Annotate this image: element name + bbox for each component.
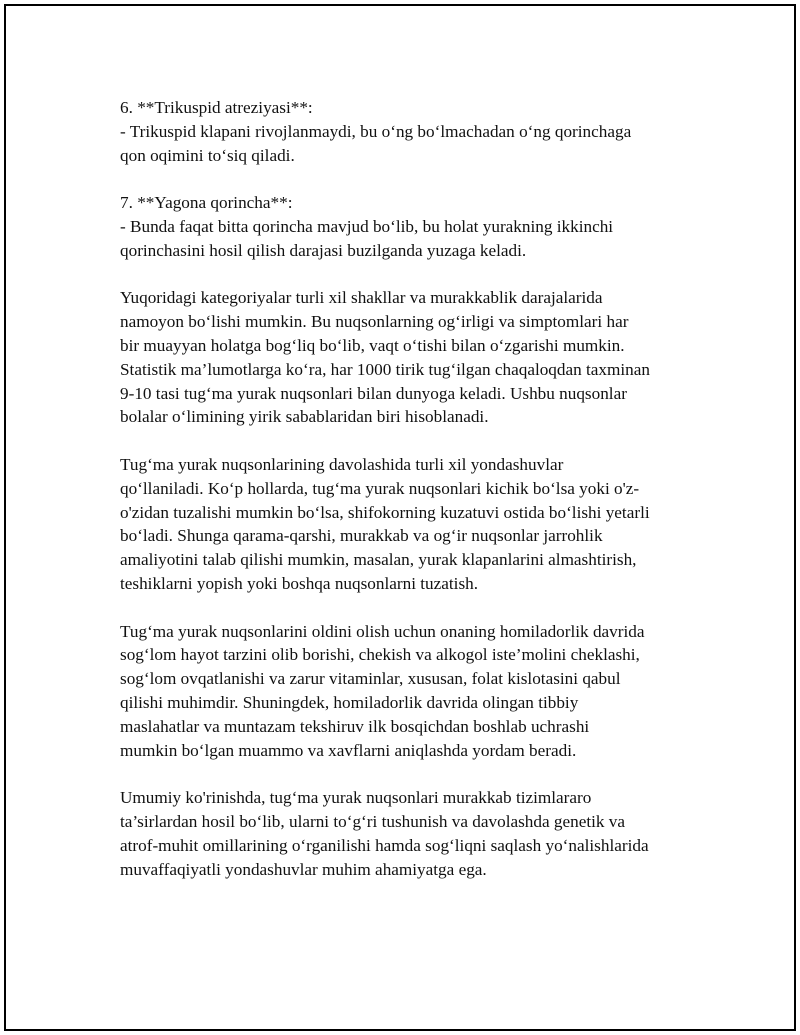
paragraph-line: Tug‘ma yurak nuqsonlarining davolashida turli xil yondashuvlar — [120, 454, 564, 474]
paragraph-line: sog‘lom hayot tarzini olib borishi, chekish va alkogol iste’molini cheklashi, — [120, 645, 640, 665]
document-body — [120, 96, 700, 905]
list-item-heading: 6. **Trikuspid atreziyasi**: — [120, 98, 313, 117]
paragraph-line: Umumiy ko'rinishda, tug‘ma yurak nuqsonlari murakkab tizimlararo — [120, 788, 592, 808]
paragraph-line: Tug‘ma yurak nuqsonlarini oldini olish uchun onaning homiladorlik davrida — [120, 621, 645, 641]
list-item-text-line: - Trikuspid klapani rivojlanmaydi, bu o‘ng bo‘lmachadan o‘ng qorinchaga — [120, 121, 632, 141]
paragraph-line: Statistik ma’lumotlarga ko‘ra, har 1000 tirik tug‘ilgan chaqaloqdan taxminan — [120, 359, 650, 379]
paragraph-line: ta’sirlardan hosil bo‘lib, ularni to‘g‘ri tushunish va davolashda genetik va — [120, 811, 626, 831]
paragraph-line: maslahatlar va muntazam tekshiruv ilk bosqichdan boshlab uchrashi — [120, 716, 590, 736]
paragraph-line: atrof-muhit omillarining o‘rganilishi hamda sog‘liqni saqlash yo‘nalishlarida — [120, 835, 649, 855]
paragraph-line: qo‘llaniladi. Ko‘p hollarda, tug‘ma yurak nuqsonlari kichik bo‘lsa yoki o'z- — [120, 478, 640, 498]
paragraph-line: bir muayyan holatga bog‘liq bo‘lib, vaqt o‘tishi bilan o‘zgarishi mumkin. — [120, 335, 625, 355]
paragraph-line: muvaffaqiyatli yondashuvlar muhim ahamiyatga ega. — [120, 859, 487, 879]
paragraph-line: Yuqoridagi kategoriyalar turli xil shakllar va murakkablik darajalarida — [120, 288, 603, 308]
paragraph-line: bo‘ladi. Shunga qarama-qarshi, murakkab va og‘ir nuqsonlar jarrohlik — [120, 526, 603, 546]
list-item-yagona-qorincha — [120, 191, 700, 262]
paragraph-line: sog‘lom ovqatlanishi va zarur vitaminlar, xususan, folat kislotasini qabul — [120, 669, 621, 689]
list-item-trikuspid-atreziyasi — [120, 96, 700, 167]
list-item-text-line: - Bunda faqat bitta qorincha mavjud bo‘lib, bu holat yurakning ikkinchi — [120, 216, 614, 236]
paragraph-treatment — [120, 453, 700, 596]
paragraph-line: bolalar o‘limining yirik sabablaridan biri hisoblanadi. — [120, 407, 489, 427]
paragraph-line: amaliyotini talab qilishi mumkin, masalan, yurak klapanlarini almashtirish, — [120, 550, 637, 570]
page-frame — [4, 4, 796, 1031]
paragraph-line: qilishi muhimdir. Shuningdek, homiladorlik davrida olingan tibbiy — [120, 692, 579, 712]
paragraph-line: o'zidan tuzalishi mumkin bo‘lsa, shifokorning kuzatuvi ostida bo‘lishi yetarli — [120, 502, 650, 522]
paragraph-conclusion — [120, 786, 700, 881]
paragraph-line: namoyon bo‘lishi mumkin. Bu nuqsonlarning og‘irligi va simptomlari har — [120, 312, 629, 332]
paragraph-line: teshiklarni yopish yoki boshqa nuqsonlarni tuzatish. — [120, 573, 479, 593]
paragraph-line: 9-10 tasi tug‘ma yurak nuqsonlari bilan dunyoga keladi. Ushbu nuqsonlar — [120, 383, 627, 403]
list-item-text-line: qorinchasini hosil qilish darajasi buzilganda yuzaga keladi. — [120, 240, 527, 260]
paragraph-line: mumkin bo‘lgan muammo va xavflarni aniqlashda yordam beradi. — [120, 740, 577, 760]
paragraph-categories-statistics — [120, 286, 700, 429]
paragraph-prevention — [120, 620, 700, 763]
list-item-text-line: qon oqimini to‘siq qiladi. — [120, 145, 295, 165]
list-item-heading: 7. **Yagona qorincha**: — [120, 193, 293, 213]
